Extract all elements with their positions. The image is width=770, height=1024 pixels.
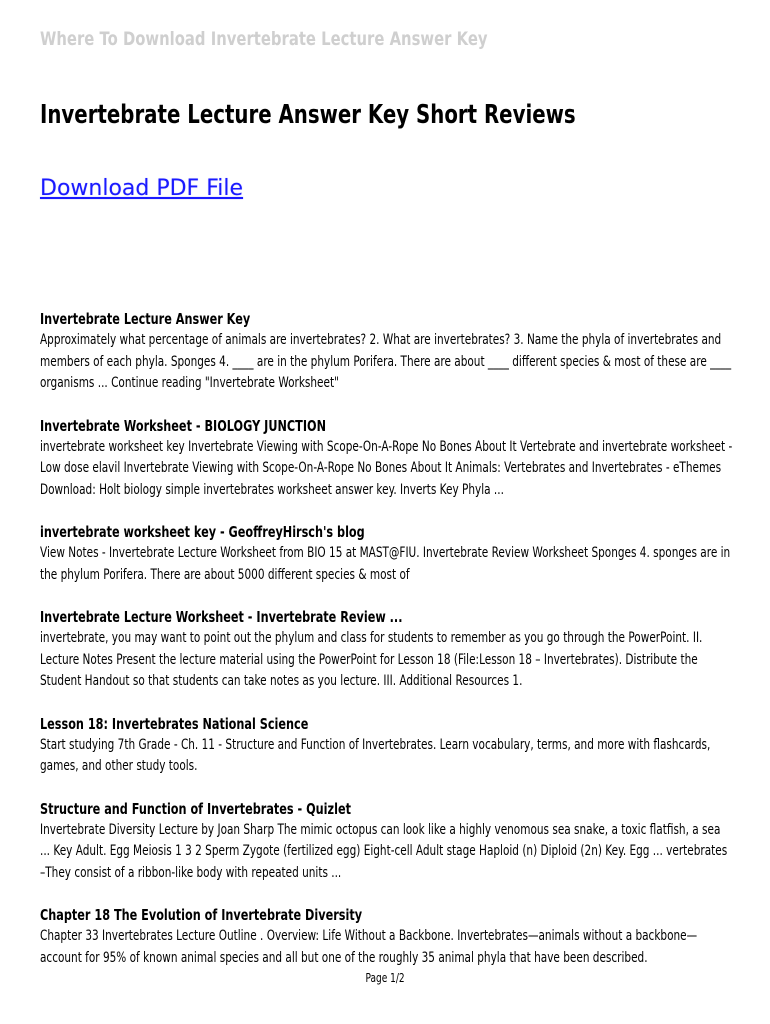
review-section [40, 904, 735, 969]
review-title: Invertebrate Lecture Worksheet - Invertebrate Review ... [40, 608, 403, 626]
review-text: Approximately what percentage of animals are invertebrates? 2. What are invertebrates? 3. Name the phyla of invertebrates and members of each phyla. Sponges 4. ____ are in the phylum Porifera. There are about ____ different species & most of these are ____ organisms ... Continue reading "Invertebrate Worksheet" [40, 332, 732, 391]
review-title: Structure and Function of Invertebrates - Quizlet [40, 799, 351, 818]
review-title: Invertebrate Worksheet - BIOLOGY JUNCTION [40, 416, 326, 435]
review-text: invertebrate worksheet key Invertebrate Viewing with Scope-On-A-Rope No Bones About It Vertebrate and invertebrate worksheet - Low dose elavil Invertebrate Viewing with Scope-On-A-Rope No Bones About It Animals: Vertebrates and Invertebrates - eThemes Download: Holt biology simple invertebrates worksheet answer key. Inverts Key Phyla ... [40, 438, 733, 498]
review-section [40, 521, 735, 586]
reviews-list [40, 308, 735, 989]
review-section [40, 308, 735, 395]
review-text: Chapter 33 Invertebrates Lecture Outline . Overview: Life Without a Backbone. Invertebrates—animals without a backbone—account for 95% of known animal species and all but one of the roughly 35 animal phyla that have been described. [40, 928, 698, 966]
page-title: Invertebrate Lecture Answer Key Short Reviews [40, 100, 576, 130]
review-section [40, 415, 735, 502]
review-title: Chapter 18 The Evolution of Invertebrate Diversity [40, 906, 363, 924]
page-number [0, 971, 770, 985]
review-text: Start studying 7th Grade - Ch. 11 - Structure and Function of Invertebrates. Learn vocabulary, terms, and more with flashcards, games, and other study tools. [40, 736, 711, 774]
review-title: Invertebrate Lecture Answer Key [40, 310, 251, 328]
review-title: Lesson 18: Invertebrates National Science [40, 714, 309, 733]
running-header: Where To Download Invertebrate Lecture Answer Key [40, 28, 488, 50]
review-section [40, 713, 735, 778]
download-pdf-link[interactable]: Download PDF File [40, 176, 244, 201]
review-title: invertebrate worksheet key - GeoffreyHirsch's blog [40, 523, 365, 541]
review-text: View Notes - Invertebrate Lecture Worksheet from BIO 15 at MAST@FIU. Invertebrate Review Worksheet Sponges 4. sponges are in the phylum Porifera. There are about 5000 different species & most of [40, 545, 731, 583]
page-number-label: Page 1/2 [365, 971, 405, 985]
review-section [40, 798, 735, 885]
review-text: Invertebrate Diversity Lecture by Joan Sharp The mimic octopus can look like a highly venomous sea snake, a toxic flatfish, a sea ... Key Adult. Egg Meiosis 1 3 2 Sperm Zygote (fertilized egg) Eight-cell Adult stage Haploid (n) Diploid (2n) Key. Egg ... vertebrates –They consist of a ribbon-like body with repeated units ... [40, 821, 728, 881]
review-text: invertebrate, you may want to point out the phylum and class for students to remember as you go through the PowerPoint. II. Lecture Notes Present the lecture material using the PowerPoint for Lesson 18 (File:Lesson 18 – Invertebrates). Distribute the Student Handout so that students can take notes as you lecture. III. Additional Resources 1. [40, 630, 703, 689]
review-section [40, 606, 735, 693]
